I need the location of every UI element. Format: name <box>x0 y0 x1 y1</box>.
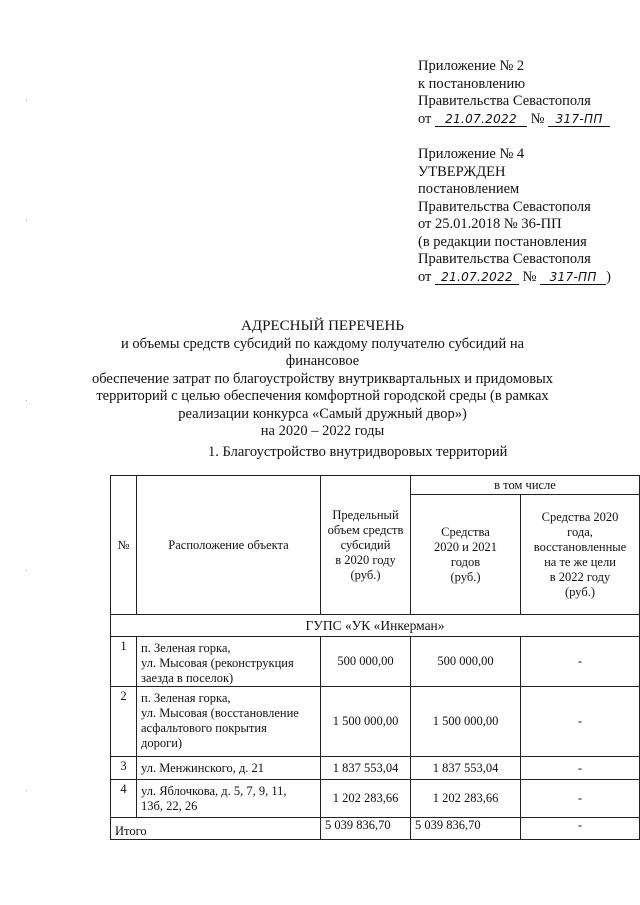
row-limit: 1 837 553,04 <box>321 757 411 780</box>
row-num: 4 <box>111 780 137 818</box>
row-limit: 1 500 000,00 <box>321 687 411 757</box>
header-restored-l2: года, <box>567 524 593 539</box>
header-limit-l4: в 2020 году <box>335 552 396 567</box>
header-restored-l6: (руб.) <box>565 584 595 599</box>
group-row: ГУПС «УК «Инкерман» <box>111 615 640 637</box>
title-line5: на 2020 – 2022 годы <box>260 423 385 439</box>
row-num: 2 <box>111 687 137 757</box>
header-num: № <box>111 476 137 615</box>
row-location-line: ул. Мысовая (реконструкция <box>141 656 294 670</box>
row-restored: - <box>521 637 640 687</box>
total-restored: - <box>521 818 640 840</box>
header-limit-l3: субсидий <box>340 537 391 552</box>
address-table <box>110 475 640 840</box>
header-funds-2020-2021 <box>411 495 521 615</box>
row-restored: - <box>521 780 640 818</box>
appendix4-line2: УТВЕРЖДЕН <box>418 163 506 180</box>
appendix4-date: 21.07.2022 <box>435 270 519 285</box>
row-location <box>137 757 321 780</box>
row-funds: 1 837 553,04 <box>411 757 521 780</box>
row-location-line: асфальтового покрытия <box>141 721 267 735</box>
header-limit-l5: (руб.) <box>350 567 381 582</box>
total-label: Итого <box>111 818 321 840</box>
row-location <box>137 637 321 687</box>
row-location <box>137 687 321 757</box>
total-row <box>111 818 640 840</box>
row-funds: 1 500 000,00 <box>411 687 521 757</box>
header-funds-l3: годов <box>450 554 481 569</box>
header-restored-l1: Средства 2020 <box>541 509 619 524</box>
header-restored-l3: восстановленные <box>533 539 627 554</box>
header-limit-l2: объем средств <box>327 522 404 537</box>
row-limit: 500 000,00 <box>321 637 411 687</box>
title-line1: и объемы средств субсидий по каждому получателю субсидий на финансовое <box>120 335 525 369</box>
appendix2-from-label: от <box>418 110 432 127</box>
appendix4-line5: от 25.01.2018 № 36-ПП <box>418 216 562 232</box>
header-funds-restored <box>521 495 640 615</box>
row-location-line: дороги) <box>141 736 183 750</box>
row-limit: 1 202 283,66 <box>321 780 411 818</box>
header-location: Расположение объекта <box>137 476 321 615</box>
title-line3: территорий с целью обеспечения комфортной городской среды (в рамках <box>96 388 549 404</box>
header-funds-l2: 2020 и 2021 <box>434 539 497 554</box>
appendix4-line6: (в редакции постановления <box>418 233 587 250</box>
header-funds-l1: Средства <box>441 524 490 539</box>
table-row <box>111 757 640 780</box>
appendix4-line3: постановлением <box>418 181 520 197</box>
appendix2-line2: к постановлению <box>418 75 526 92</box>
total-funds: 5 039 836,70 <box>411 818 521 840</box>
appendix4-number: 317-ПП <box>540 270 606 285</box>
row-location-line: ул. Мысовая (восстановление <box>141 706 299 720</box>
row-location-line: п. Зеленая горка, <box>141 691 231 705</box>
section-title: 1. Благоустройство внутридворовых территорий <box>208 444 508 460</box>
row-location-line: ул. Яблочкова, д. 5, 7, 9, 11, <box>141 784 287 798</box>
appendix2-line3: Правительства Севастополя <box>418 93 591 109</box>
header-including: в том числе <box>411 476 640 495</box>
header-funds-l4: (руб.) <box>450 569 481 584</box>
row-funds: 500 000,00 <box>411 637 521 687</box>
row-num: 3 <box>111 757 137 780</box>
header-limit-l1: Предельный <box>332 507 399 522</box>
row-location-line: 13б, 22, 26 <box>141 799 198 813</box>
appendix4-line4: Правительства Севастополя <box>418 198 591 215</box>
appendix2-number: 317-ПП <box>548 112 610 127</box>
title-line2: обеспечение затрат по благоустройству внутриквартальных и придомовых <box>91 370 554 387</box>
table-row <box>111 637 640 687</box>
appendix2-num-label: № <box>530 110 545 127</box>
row-restored: - <box>521 687 640 757</box>
appendix4-line7: Правительства Севастополя <box>418 251 591 267</box>
appendix4-date-line <box>418 269 611 287</box>
scan-margin-dots <box>26 100 28 800</box>
appendix4-block <box>418 146 611 286</box>
appendix4-num-label: № <box>522 268 537 285</box>
appendix4-line1: Приложение № 4 <box>418 146 525 162</box>
table-row <box>111 687 640 757</box>
appendix4-from-label: от <box>418 268 432 285</box>
header-restored-l4: на те же цели <box>544 554 616 569</box>
appendix2-block <box>418 58 610 128</box>
title-line4: реализации конкурса «Самый дружный двор») <box>178 405 467 422</box>
row-funds: 1 202 283,66 <box>411 780 521 818</box>
appendix2-date: 21.07.2022 <box>435 112 527 127</box>
table-row <box>111 780 640 818</box>
appendix2-date-line <box>418 111 610 129</box>
row-restored: - <box>521 757 640 780</box>
appendix2-line1: Приложение № 2 <box>418 58 525 74</box>
header-limit <box>321 476 411 615</box>
row-location-line: ул. Менжинского, д. 21 <box>141 761 265 775</box>
row-location-line: п. Зеленая горка, <box>141 641 231 655</box>
header-restored-l5: в 2022 году <box>549 569 611 584</box>
title-heading: АДРЕСНЫЙ ПЕРЕЧЕНЬ <box>241 318 404 334</box>
total-limit: 5 039 836,70 <box>321 818 411 840</box>
row-num: 1 <box>111 637 137 687</box>
appendix4-close: ) <box>606 268 611 285</box>
document-title <box>90 318 555 441</box>
row-location-line: заезда в поселок) <box>141 671 234 685</box>
row-location <box>137 780 321 818</box>
